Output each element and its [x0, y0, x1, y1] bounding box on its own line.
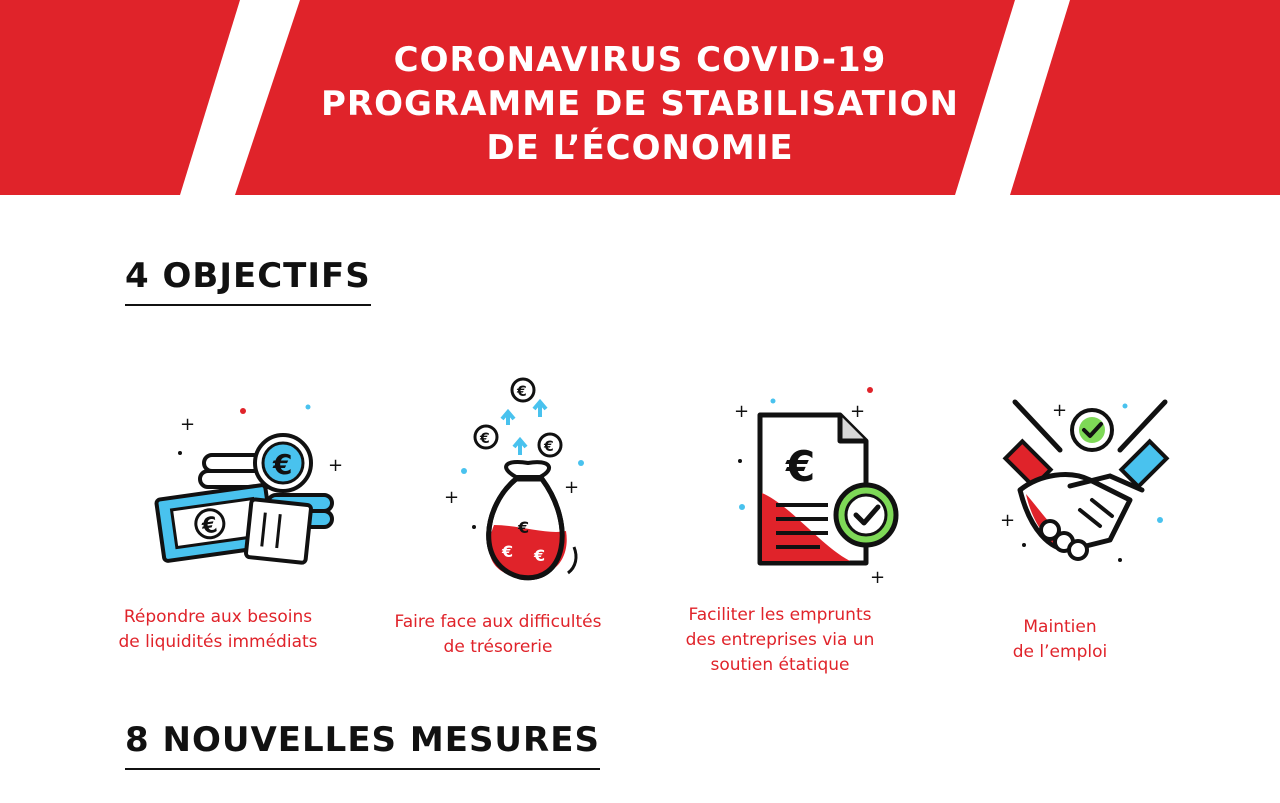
svg-text:+: +: [180, 414, 196, 435]
svg-text:€: €: [544, 439, 554, 455]
handshake-icon: [960, 390, 1160, 580]
svg-text:+: +: [444, 487, 460, 508]
objective-caption: [930, 615, 1190, 665]
svg-text:+: +: [870, 567, 886, 588]
caption-line: Faciliter les emprunts: [688, 605, 872, 625]
caption-line: soutien étatique: [710, 655, 850, 675]
caption-line: Faire face aux difficultés: [394, 612, 602, 632]
banner-title: [240, 38, 1040, 170]
money-bag-icon: [398, 375, 598, 590]
caption-line: de l’emploi: [1012, 642, 1108, 662]
svg-text:€: €: [518, 518, 530, 537]
measures-heading: 8 NOUVELLES MESURES: [125, 720, 600, 770]
caption-line: des entreprises via un: [685, 630, 875, 650]
caption-line: de liquidités immédiats: [118, 632, 318, 652]
caption-line: de trésorerie: [443, 637, 553, 657]
cash-coins-icon: [118, 395, 344, 575]
objective-caption: [88, 605, 348, 655]
objective-item: [650, 385, 910, 590]
objectives-heading: 4 OBJECTIFS: [125, 256, 371, 306]
caption-line: Répondre aux besoins: [123, 607, 313, 627]
objective-item: [368, 375, 628, 590]
banner-title-line: PROGRAMME DE STABILISATION: [320, 84, 960, 124]
svg-text:€: €: [200, 512, 220, 540]
svg-text:€: €: [534, 546, 546, 565]
svg-text:+: +: [328, 455, 344, 476]
loan-document-icon: [680, 385, 886, 590]
objective-item: [930, 390, 1190, 580]
svg-text:+: +: [1052, 400, 1068, 421]
svg-text:+: +: [564, 477, 580, 498]
svg-text:+: +: [1000, 510, 1016, 531]
svg-text:€: €: [502, 542, 514, 561]
banner-title-line: CORONAVIRUS COVID-19: [393, 40, 887, 80]
svg-text:€: €: [273, 448, 293, 481]
svg-text:€: €: [480, 431, 490, 447]
objective-item: [88, 395, 348, 575]
svg-text:+: +: [850, 401, 866, 422]
objective-caption: [650, 603, 910, 678]
svg-text:€: €: [786, 442, 816, 491]
svg-text:€: €: [517, 384, 527, 400]
objective-caption: [368, 610, 628, 660]
banner-title-line: DE L’ÉCONOMIE: [486, 128, 794, 168]
svg-text:+: +: [734, 401, 750, 422]
caption-line: Maintien: [1023, 617, 1097, 637]
